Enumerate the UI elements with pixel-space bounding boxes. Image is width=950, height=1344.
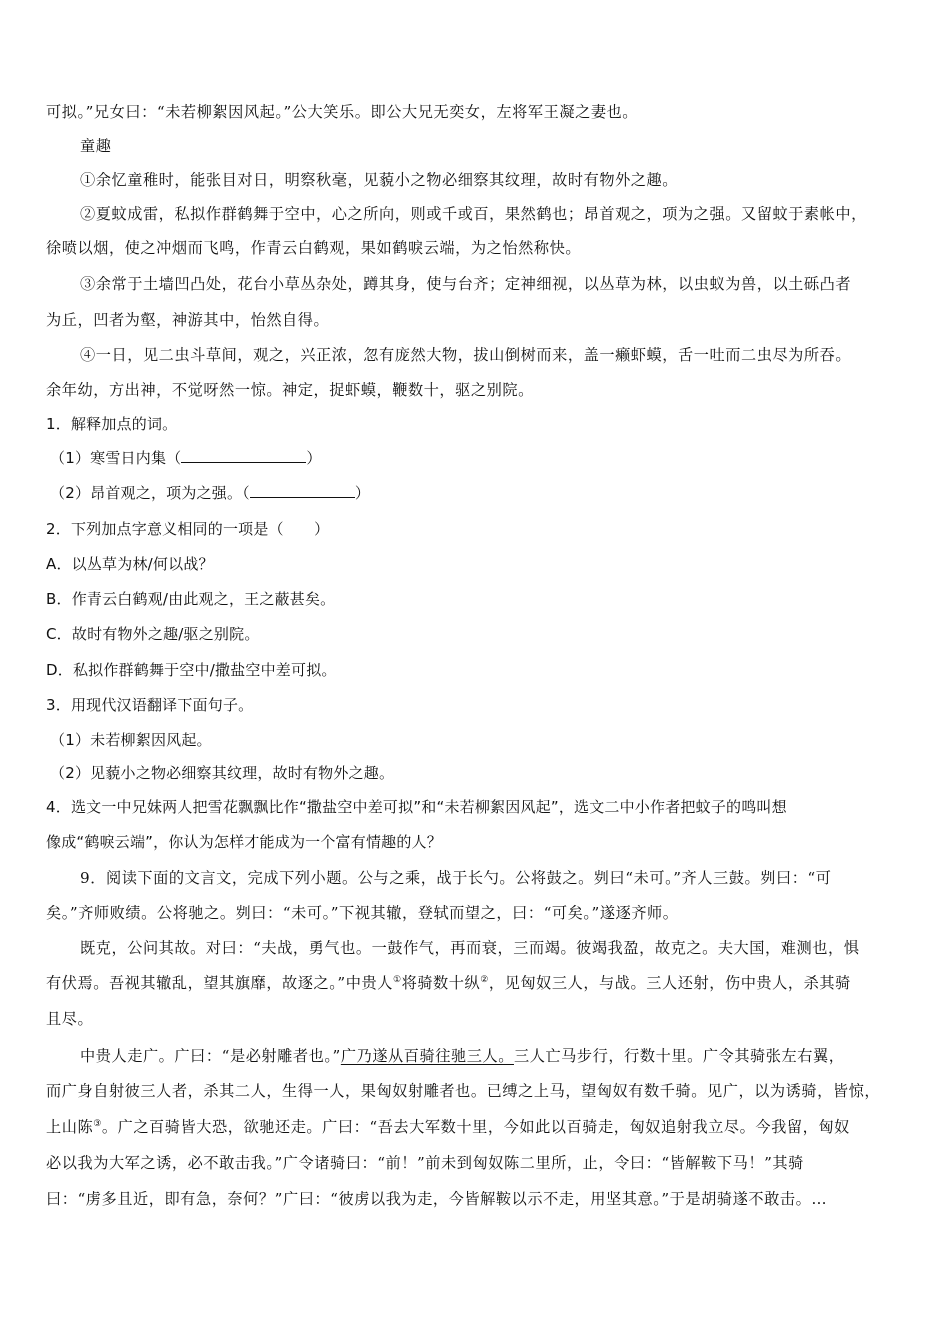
question-2: 2．下列加点字意义相同的一项是（ ） bbox=[46, 520, 330, 538]
question-4-line-1: 4．选文一中兄妹两人把雪花飘飘比作“撒盐空中差可拟”和“未若柳絮因风起”，选文二中小作者把蚊子的鸣叫想 bbox=[46, 798, 787, 816]
passage2-paragraph-1: ①余忆童稚时，能张目对日，明察秋毫，见藐小之物必细察其纹理，故时有物外之趣。 bbox=[80, 171, 679, 189]
question-4-line-2: 像成“鹤唳云端”，你认为怎样才能成为一个富有情趣的人？ bbox=[46, 833, 442, 851]
question-1-item-1 bbox=[50, 447, 322, 469]
passage3-line-2: 矣。”齐师败绩。公将驰之。刿曰：“未可。”下视其辙，登轼而望之，曰：“可矣。”遂逐齐师。 bbox=[46, 904, 679, 922]
passage3-line-8-start: 上山陈 bbox=[46, 1118, 94, 1136]
passage3-line-8 bbox=[46, 1116, 850, 1138]
passage3-line-3: 既克，公问其故。对曰：“夫战，勇气也。一鼓作气，再而衰，三而竭。彼竭我盈，故克之。夫大国，难测也，惧 bbox=[80, 939, 860, 957]
passage3-line-4-start: 有伏焉。吾视其辙乱，望其旗靡，故逐之。”中贵人 bbox=[46, 974, 393, 992]
question-2-option-b: B．作青云白鹤观/由此观之，王之蔽甚矣。 bbox=[46, 590, 336, 608]
question-3-item-2: （2）见藐小之物必细察其纹理，故时有物外之趣。 bbox=[50, 764, 395, 782]
passage2-paragraph-3-line-1: ③余常于土墙凹凸处，花台小草丛杂处，蹲其身，使与台齐；定神细视，以丛草为林，以虫蚁为兽，以土砾凸者 bbox=[80, 275, 852, 293]
underlined-sentence: 广乃遂从百骑往驰三人。 bbox=[340, 1047, 514, 1065]
question-1: 1．解释加点的词。 bbox=[46, 415, 178, 433]
passage3-line-9: 必以我为大军之诱，必不敢击我。”广令诸骑曰：“前！”前未到匈奴陈二里所，止，令曰：“皆解鞍下马！”其骑 bbox=[46, 1154, 804, 1172]
passage2-title: 童趣 bbox=[80, 137, 112, 155]
passage3-line-7: 而广身自射彼三人者，杀其二人，生得一人，果匈奴射雕者也。已缚之上马，望匈奴有数千骑。见广，以为诱骑，皆惊， bbox=[46, 1082, 881, 1100]
passage3-line-8-end: 。广之百骑皆大恐，欲驰还走。广曰：“吾去大军数十里，今如此以百骑走，匈奴追射我立尽。今我留，匈奴 bbox=[101, 1118, 850, 1136]
passage3-line-10: 曰：“虏多且近，即有急，奈何？”广曰：“彼虏以我为走，今皆解鞍以示不走，用坚其意。”于是胡骑遂不敢击。… bbox=[46, 1190, 828, 1208]
passage3-line-6-end: 三人亡马步行，行数十里。广令其骑张左右翼， bbox=[513, 1047, 845, 1065]
question-2-option-a: A．以丛草为林/何以战？ bbox=[46, 555, 214, 573]
passage3-line-1: 9．阅读下面的文言文，完成下列小题。公与之乘，战于长勺。公将鼓之。刿曰“未可。”齐人三鼓。刿曰：“可 bbox=[80, 869, 832, 887]
passage2-paragraph-2-line-2: 徐喷以烟，使之冲烟而飞鸣，作青云白鹤观，果如鹤唳云端，为之怡然称快。 bbox=[46, 239, 582, 257]
passage3-line-4 bbox=[46, 972, 851, 994]
question-1-item-1-end: ） bbox=[306, 449, 322, 467]
passage2-paragraph-4-line-2: 余年幼，方出神，不觉呀然一惊。神定，捉虾蟆，鞭数十，驱之别院。 bbox=[46, 381, 534, 399]
question-3-item-1: （1）未若柳絮因风起。 bbox=[50, 731, 212, 749]
question-1-item-2-text: （2）昂首观之，项为之强。（ bbox=[50, 484, 250, 502]
passage3-line-4-end: ，见匈奴三人，与战。三人还射，伤中贵人，杀其骑 bbox=[488, 974, 851, 992]
footnote-marker-2: ② bbox=[480, 975, 489, 985]
footnote-marker-3: ③ bbox=[93, 1119, 102, 1129]
passage2-paragraph-2-line-1: ②夏蚊成雷，私拟作群鹤舞于空中，心之所向，则或千或百，果然鹤也；昂首观之，项为之强。又留蚊于素帐中， bbox=[80, 205, 867, 223]
answer-blank-1[interactable] bbox=[181, 448, 306, 463]
question-1-item-2 bbox=[50, 482, 370, 504]
footnote-marker-1: ① bbox=[392, 975, 402, 985]
question-1-item-2-end: ） bbox=[354, 484, 371, 502]
passage3-line-6 bbox=[80, 1045, 844, 1067]
passage3-line-6-start: 中贵人走广。广曰：“是必射雕者也。” bbox=[80, 1047, 341, 1065]
passage2-paragraph-3-line-2: 为丘，凹者为壑，神游其中，怡然自得。 bbox=[46, 311, 330, 329]
question-3: 3．用现代汉语翻译下面句子。 bbox=[46, 696, 254, 714]
passage2-paragraph-4-line-1: ④一日，见二虫斗草间，观之，兴正浓，忽有庞然大物，拔山倒树而来，盖一癞虾蟆，舌一吐而二虫尽为所吞。 bbox=[80, 346, 852, 364]
passage3-line-5: 且尽。 bbox=[46, 1010, 94, 1028]
question-2-option-d: D．私拟作群鹤舞于空中/撒盐空中差可拟。 bbox=[46, 661, 337, 679]
question-1-item-1-text: （1）寒雪日内集（ bbox=[50, 449, 182, 467]
answer-blank-2[interactable] bbox=[250, 483, 355, 498]
passage1-tail: 可拟。”兄女曰：“未若柳絮因风起。”公大笑乐。即公大兄无奕女，左将军王凝之妻也。 bbox=[46, 103, 639, 121]
question-2-option-c: C．故时有物外之趣/驱之别院。 bbox=[46, 625, 260, 643]
passage3-line-4-middle: 将骑数十纵 bbox=[401, 974, 481, 992]
